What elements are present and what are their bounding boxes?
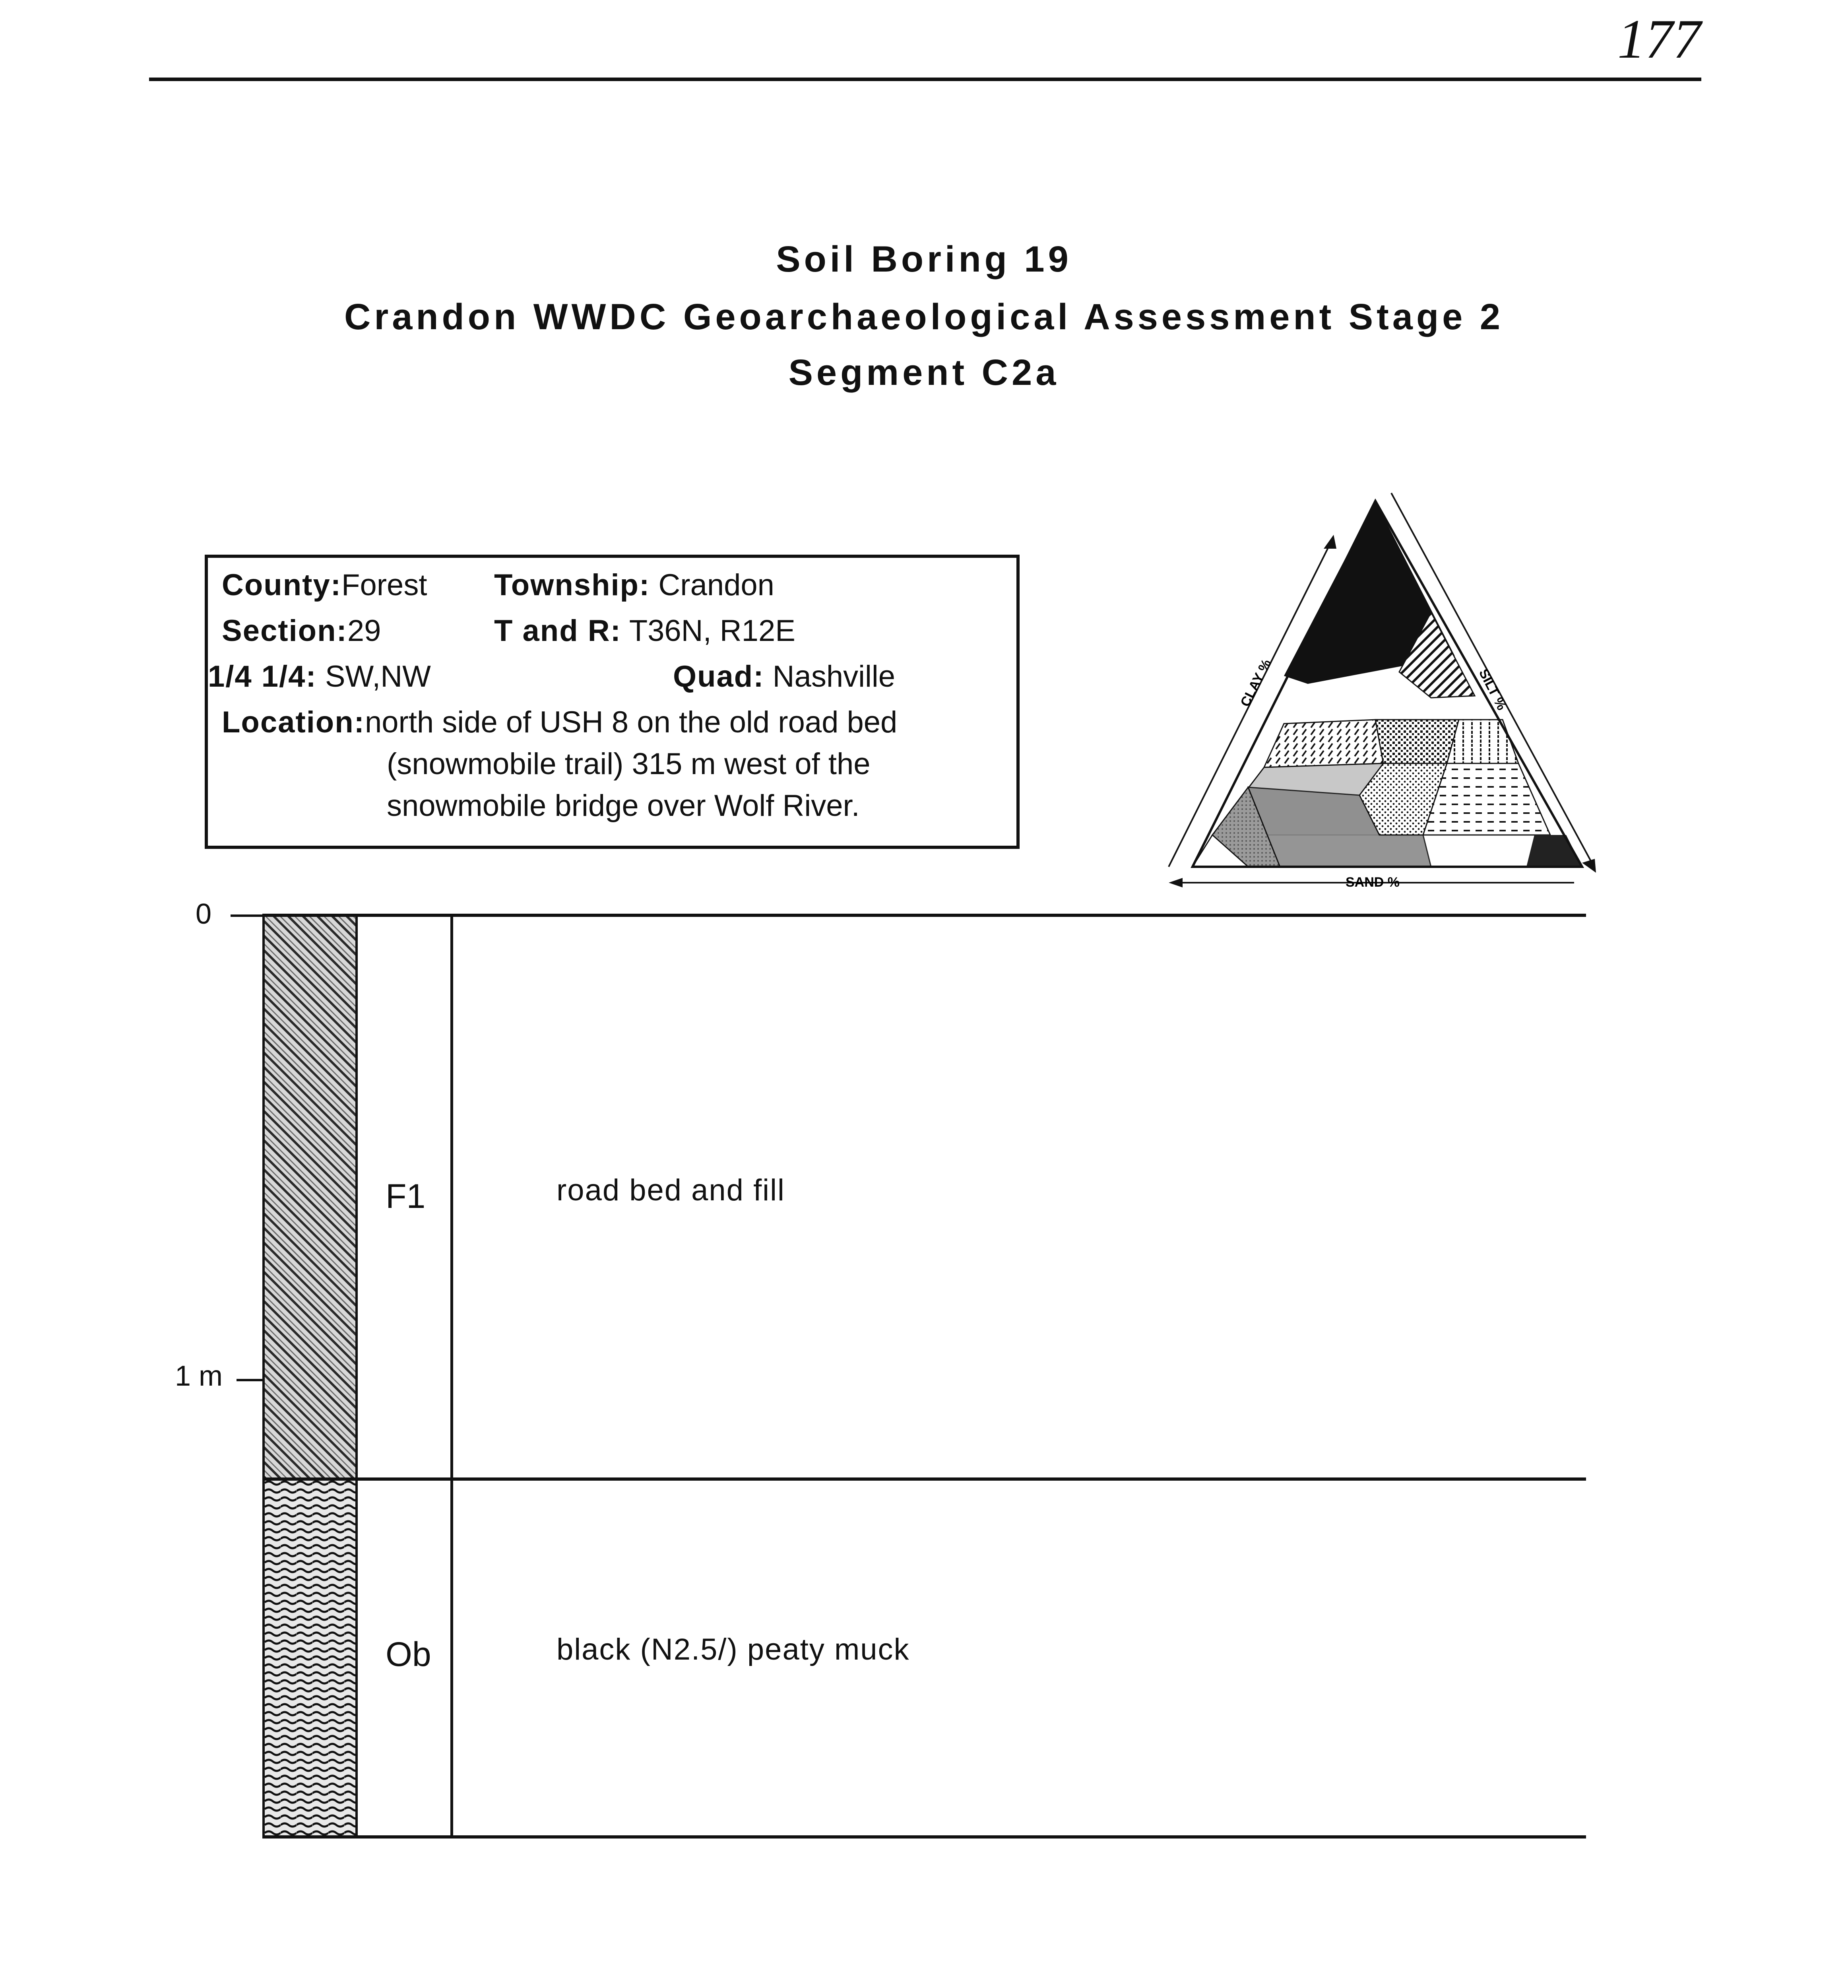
header-rule	[149, 78, 1701, 81]
quarter-value: SW,NW	[325, 660, 431, 693]
horizon-code-f1: F1	[386, 1177, 426, 1215]
t-and-r-row	[494, 613, 795, 648]
silty-clay-loam-region	[1375, 720, 1459, 763]
township-row	[494, 568, 774, 602]
clay-loam-region	[1264, 720, 1383, 767]
t-and-r-label: T and R:	[494, 614, 621, 648]
location-info-box	[205, 555, 1020, 849]
silt-axis-label: SILT %	[1476, 666, 1510, 713]
location-line-2-row	[387, 747, 870, 781]
quad-value: Nashville	[772, 660, 896, 693]
county-value: Forest	[341, 568, 427, 602]
profile-middle-line	[262, 1477, 1586, 1481]
depth-tick-1m	[237, 1379, 262, 1381]
section-row	[222, 613, 381, 648]
page-number: 177	[1617, 8, 1701, 70]
section-value: 29	[347, 614, 381, 648]
quad-label: Quad:	[673, 660, 764, 693]
f1-hatch-column	[262, 914, 358, 1479]
sand-axis-label: SAND %	[1346, 875, 1400, 890]
silt-loam-upper-region	[1447, 720, 1518, 763]
section-label: Section:	[222, 614, 347, 648]
title-line-3: Segment C2a	[788, 352, 1060, 393]
depth-tick-top	[231, 914, 262, 917]
horizon-desc-ob: black (N2.5/) peaty muck	[557, 1633, 910, 1666]
horizon-code-ob: Ob	[386, 1635, 431, 1673]
t-and-r-value: T36N, R12E	[629, 614, 795, 648]
depth-label-1m: 1 m	[175, 1360, 223, 1392]
quarter-label: 1/4 1/4:	[208, 660, 317, 693]
ob-muck-column	[262, 1479, 358, 1837]
texture-triangle-svg	[1153, 485, 1598, 890]
county-row	[222, 568, 427, 602]
township-label: Township:	[494, 568, 650, 602]
code-column-divider	[450, 914, 453, 1839]
clay-axis-label: CLAY %	[1237, 656, 1274, 709]
quad-row	[673, 659, 895, 694]
depth-label-top: 0	[196, 898, 212, 930]
location-line-3: snowmobile bridge over Wolf River.	[387, 789, 860, 823]
location-row	[222, 705, 897, 740]
muck-wave-pattern	[265, 1479, 355, 1837]
location-line-3-row	[387, 788, 860, 823]
horizon-desc-f1: road bed and fill	[557, 1173, 785, 1207]
location-label: Location:	[222, 705, 365, 739]
soil-texture-triangle	[1153, 485, 1598, 890]
title-line-1: Soil Boring 19	[776, 239, 1072, 280]
quarter-row	[208, 659, 431, 694]
location-line-1: north side of USH 8 on the old road bed	[365, 705, 898, 739]
location-line-2: (snowmobile trail) 315 m west of the	[387, 747, 871, 781]
title-line-2: Crandon WWDC Geoarchaeological Assessment Stage 2	[344, 297, 1504, 337]
profile-top-line	[262, 914, 1586, 917]
profile-bottom-line	[262, 1835, 1586, 1839]
county-label: County:	[222, 568, 342, 602]
township-value: Crandon	[658, 568, 774, 602]
